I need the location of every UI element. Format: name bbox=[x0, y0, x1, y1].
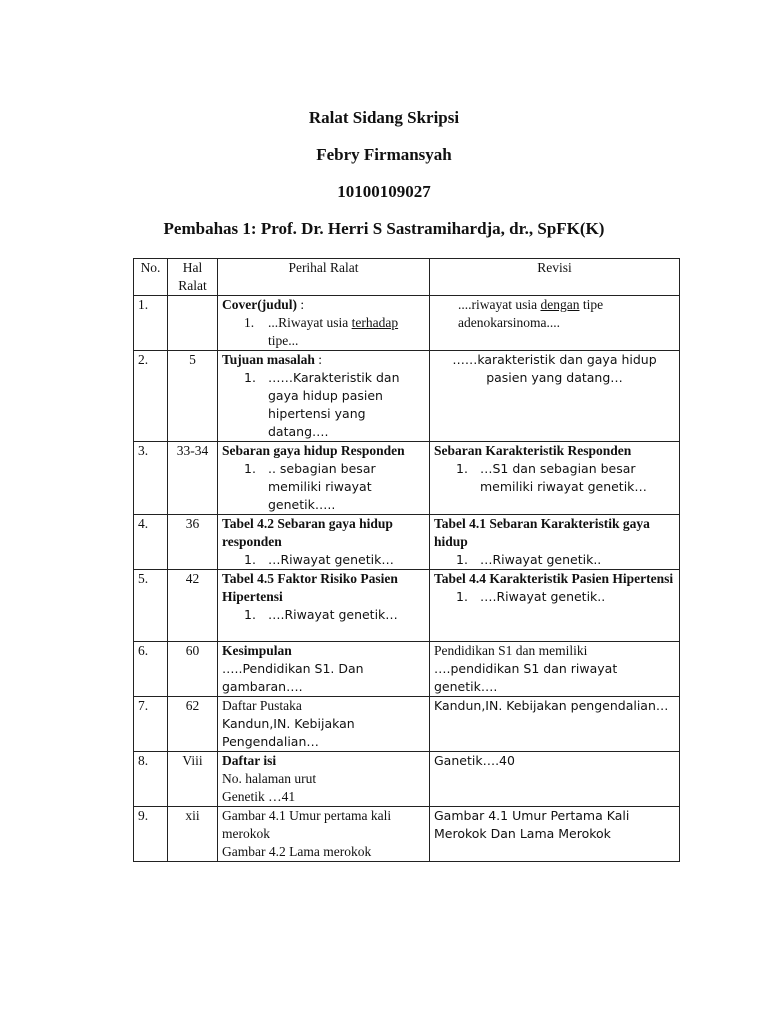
row-hal: 60 bbox=[168, 642, 218, 697]
row-revisi: ....riwayat usia dengan tipe adenokarsinoma.... bbox=[430, 296, 680, 351]
row-hal: Viii bbox=[168, 752, 218, 807]
table-row bbox=[134, 642, 680, 697]
document-heading bbox=[0, 108, 768, 239]
row-revisi: Sebaran Karakteristik Responden 1. …S1 dan sebagian besar memiliki riwayat genetik… bbox=[430, 442, 680, 515]
row-no: 4. bbox=[134, 515, 168, 570]
row-revisi: Pendidikan S1 dan memiliki ….pendidikan S1 dan riwayat genetik…. bbox=[430, 642, 680, 697]
row-no: 6. bbox=[134, 642, 168, 697]
row-hal: 5 bbox=[168, 351, 218, 442]
row-no: 9. bbox=[134, 807, 168, 862]
row-no: 5. bbox=[134, 570, 168, 642]
row-perihal: Tabel 4.2 Sebaran gaya hidup responden 1. …Riwayat genetik… bbox=[218, 515, 430, 570]
row-perihal: Kesimpulan …..Pendidikan S1. Dan gambaran…. bbox=[218, 642, 430, 697]
table-row bbox=[134, 570, 680, 642]
row-hal: 62 bbox=[168, 697, 218, 752]
row-revisi: ……karakteristik dan gaya hidup pasien yang datang… bbox=[430, 351, 680, 442]
row-perihal: Daftar Pustaka Kandun,IN. Kebijakan Pengendalian… bbox=[218, 697, 430, 752]
header-no: No. bbox=[134, 259, 168, 296]
table-row bbox=[134, 515, 680, 570]
row-revisi: Ganetik….40 bbox=[430, 752, 680, 807]
examiner-line: Pembahas 1: Prof. Dr. Herri S Sastramihardja, dr., SpFK(K) bbox=[163, 219, 605, 238]
table-row bbox=[134, 351, 680, 442]
row-hal: 42 bbox=[168, 570, 218, 642]
header-hal: Hal Ralat bbox=[168, 259, 218, 296]
row-revisi: Tabel 4.4 Karakteristik Pasien Hipertensi 1. ….Riwayat genetik.. bbox=[430, 570, 680, 642]
table-row bbox=[134, 697, 680, 752]
document-title: Ralat Sidang Skripsi bbox=[308, 108, 460, 127]
row-perihal: Daftar isi No. halaman urut Genetik …41 bbox=[218, 752, 430, 807]
row-revisi: Gambar 4.1 Umur Pertama Kali Merokok Dan Lama Merokok bbox=[430, 807, 680, 862]
row-no: 2. bbox=[134, 351, 168, 442]
row-perihal: Sebaran gaya hidup Responden 1. .. sebagian besar memiliki riwayat genetik….. bbox=[218, 442, 430, 515]
row-no: 8. bbox=[134, 752, 168, 807]
row-revisi: Tabel 4.1 Sebaran Karakteristik gaya hidup 1. …Riwayat genetik.. bbox=[430, 515, 680, 570]
table-row bbox=[134, 752, 680, 807]
table-header-row bbox=[134, 259, 680, 296]
row-no: 7. bbox=[134, 697, 168, 752]
header-perihal: Perihal Ralat bbox=[218, 259, 430, 296]
table-row bbox=[134, 296, 680, 351]
row-hal bbox=[168, 296, 218, 351]
errata-table bbox=[133, 258, 680, 862]
row-perihal: Gambar 4.1 Umur pertama kali merokok Gambar 4.2 Lama merokok bbox=[218, 807, 430, 862]
table-row bbox=[134, 807, 680, 862]
table-row bbox=[134, 442, 680, 515]
author-name: Febry Firmansyah bbox=[316, 145, 452, 164]
row-hal: xii bbox=[168, 807, 218, 862]
row-revisi: Kandun,IN. Kebijakan pengendalian… bbox=[430, 697, 680, 752]
row-no: 1. bbox=[134, 296, 168, 351]
row-perihal: Cover(judul) : 1. ...Riwayat usia terhadap tipe... bbox=[218, 296, 430, 351]
row-perihal: Tabel 4.5 Faktor Risiko Pasien Hipertensi 1. ….Riwayat genetik… bbox=[218, 570, 430, 642]
row-perihal: Tujuan masalah : 1. ……Karakteristik dan gaya hidup pasien hipertensi yang datang…. bbox=[218, 351, 430, 442]
row-no: 3. bbox=[134, 442, 168, 515]
header-revisi: Revisi bbox=[430, 259, 680, 296]
row-hal: 33-34 bbox=[168, 442, 218, 515]
student-id: 10100109027 bbox=[337, 182, 431, 201]
row-hal: 36 bbox=[168, 515, 218, 570]
